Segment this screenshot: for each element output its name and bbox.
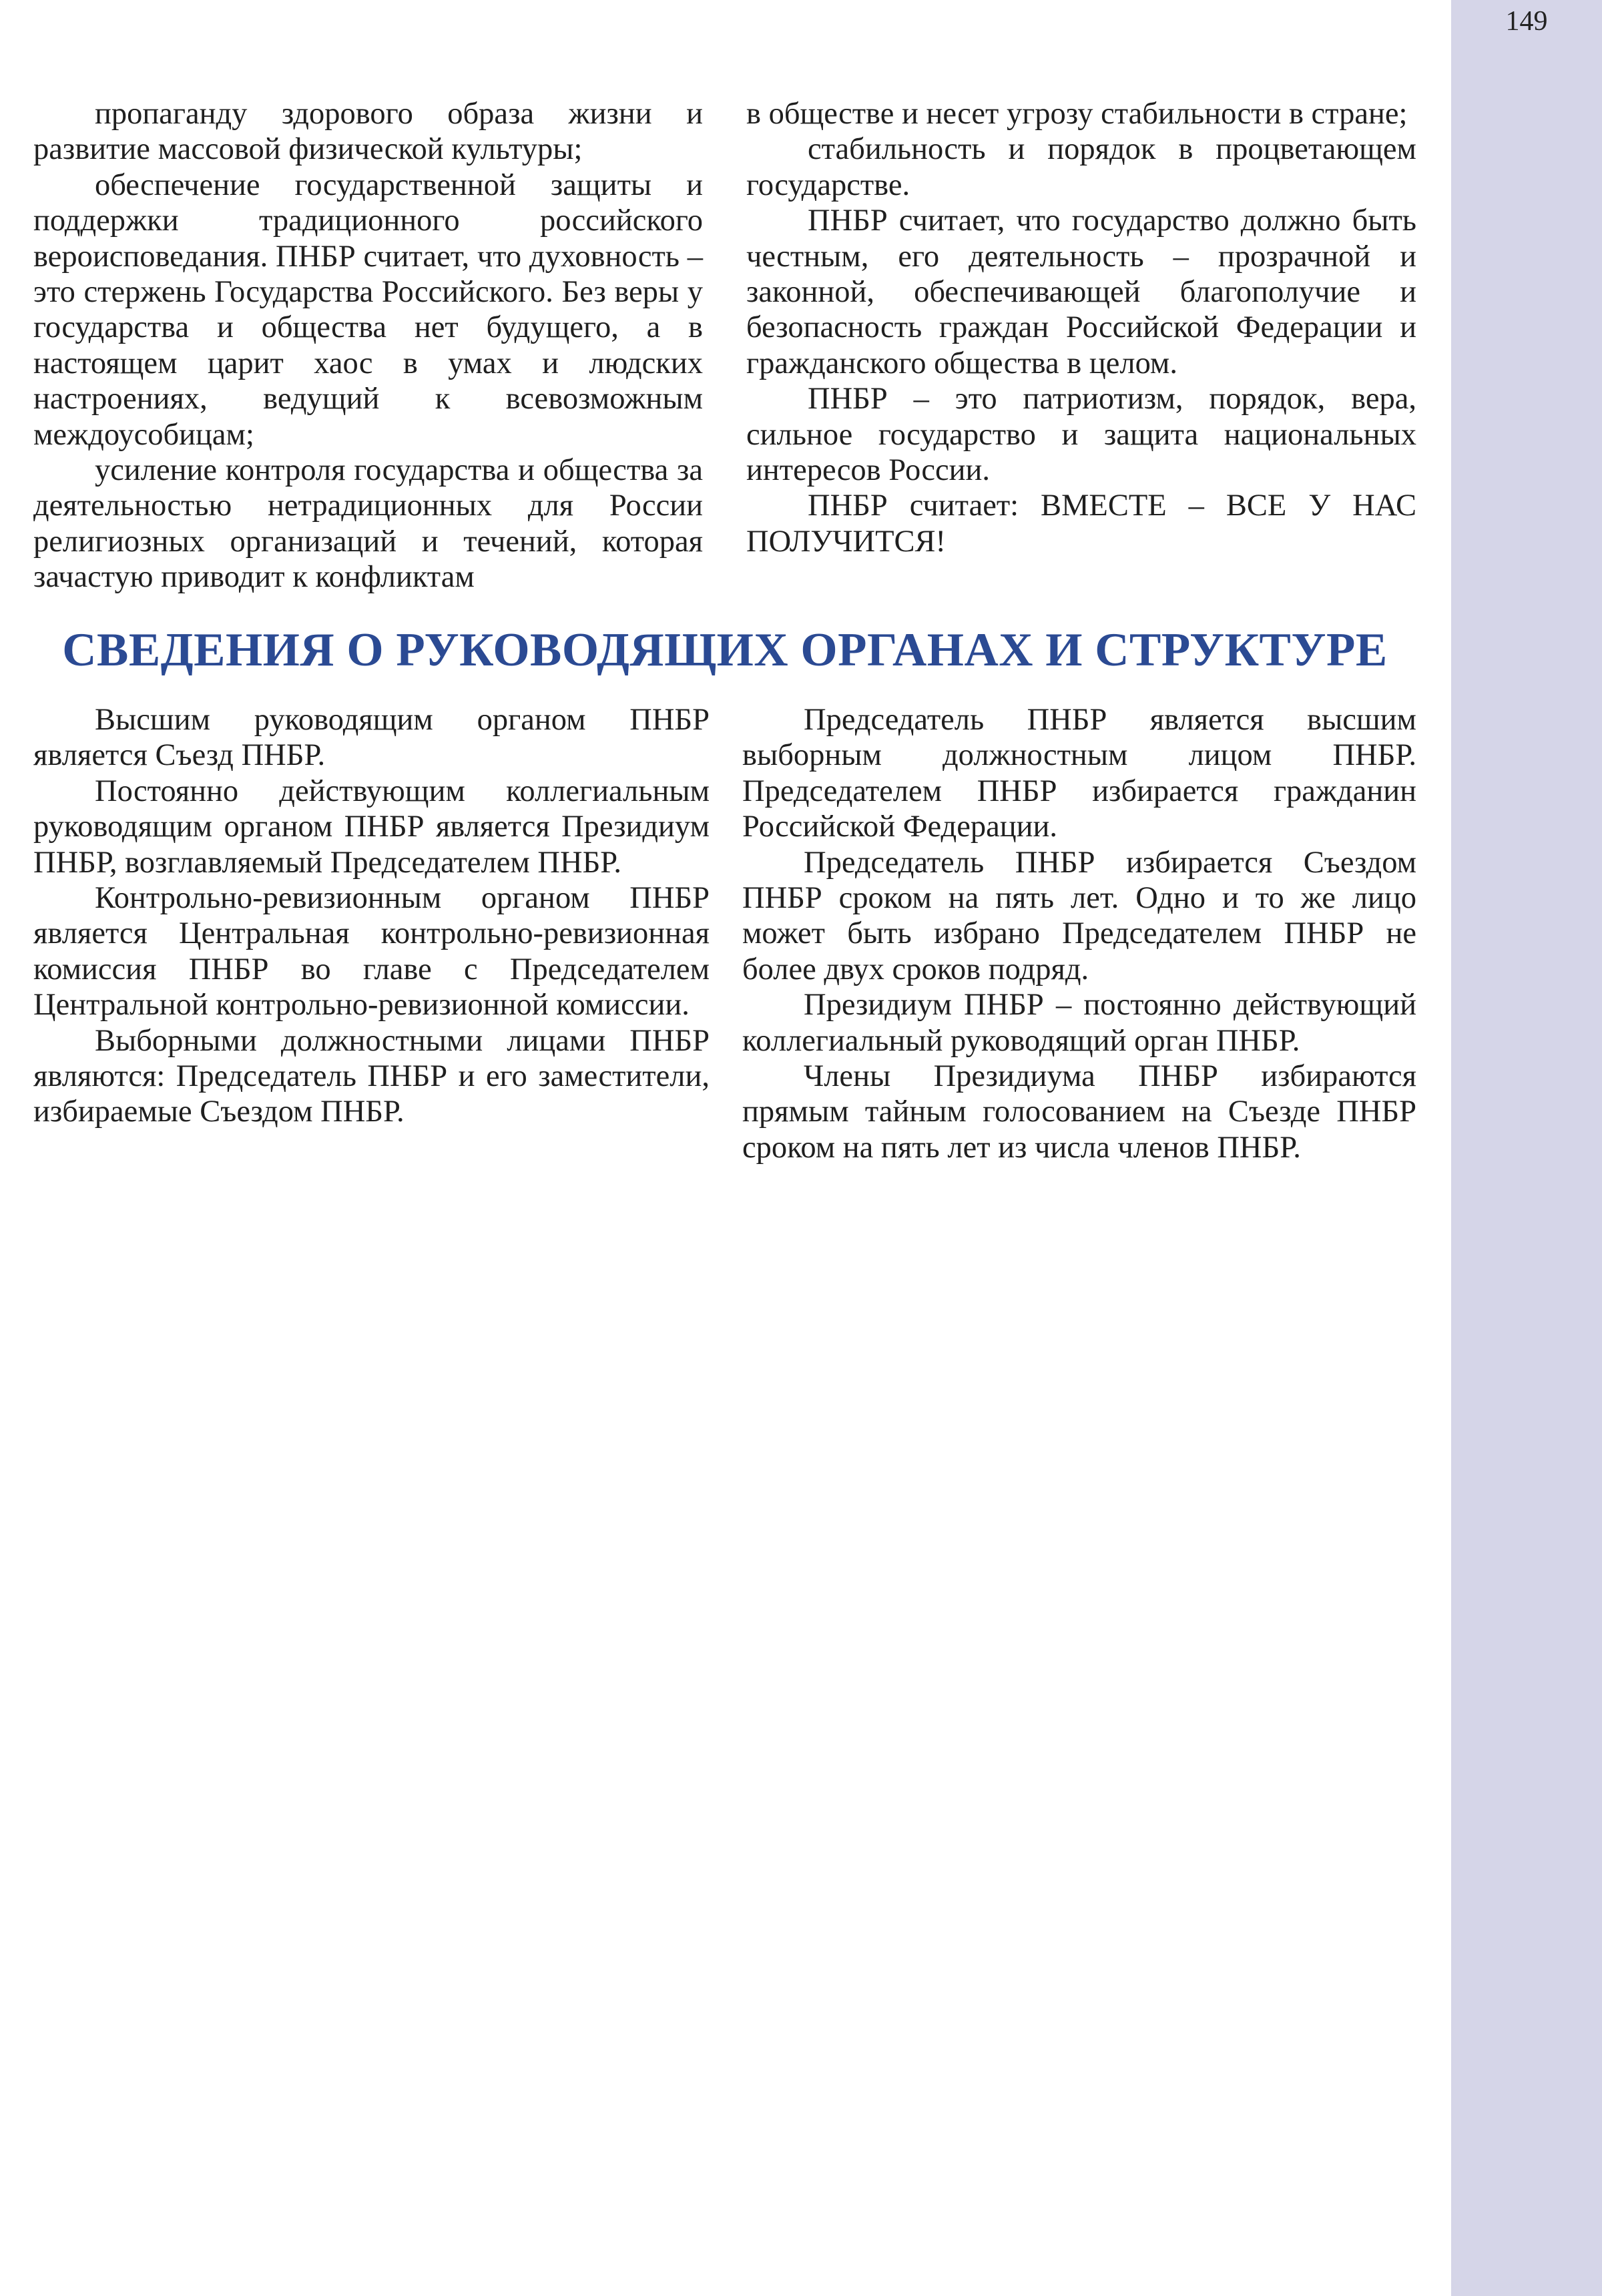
paragraph: Члены Президиума ПНБР избираются прямым тайным голосованием на Съезде ПНБР сроком на пять лет из числа членов ПНБР. (742, 1059, 1416, 1165)
bottom-right-column (742, 702, 1416, 1165)
paragraph: пропаганду здорового образа жизни и развитие массовой физической культуры; (33, 97, 703, 167)
paragraph: стабильность и порядок в процветающем государстве. (746, 132, 1416, 202)
paragraph: ПНБР считает, что государство должно быть честным, его деятельность – прозрачной и законной, обеспечивающей благополучие и безопасность граждан Российской Федерации и гражданского общества в целом. (746, 204, 1416, 380)
paragraph: усиление контроля государства и общества за деятельностью нетрадиционных для России религиозных организаций и течений, которая зачастую приводит к конфликтам (33, 453, 703, 595)
paragraph-continuation: в обществе и несет угрозу стабильности в стране; (746, 97, 1408, 131)
paragraph: Контрольно-ревизионным органом ПНБР является Центральная контрольно-ревизионная комиссия ПНБР во главе с Председателем Центральной контрольно-ревизионной комиссии. (33, 881, 710, 1023)
paragraph: Выборными должностными лицами ПНБР являются: Председатель ПНБР и его заместители, избираемые Съездом ПНБР. (33, 1023, 710, 1129)
paragraph: Высшим руководящим органом ПНБР является Съезд ПНБР. (33, 703, 710, 773)
bottom-left-column (33, 702, 710, 1130)
paragraph: ПНБР считает: ВМЕСТЕ – ВСЕ У НАС ПОЛУЧИТСЯ! (746, 489, 1416, 559)
section-heading: СВЕДЕНИЯ О РУКОВОДЯЩИХ ОРГАНАХ И СТРУКТУРЕ (62, 624, 1388, 676)
paragraph: ПНБР – это патриотизм, порядок, вера, сильное государство и защита национальных интересов России. (746, 382, 1416, 488)
paragraph: Председатель ПНБР является высшим выборным должностным лицом ПНБР. Председателем ПНБР избирается гражданин Российской Федерации. (742, 703, 1416, 844)
top-left-column (33, 96, 703, 595)
paragraph: обеспечение государственной защиты и поддержки традиционного российского вероисповедания. ПНБР считает, что духовность – это стержень Государства Российского. Без веры у государства и общества нет будущего, а в настоящем царит хаос в умах и людских настроениях, ведущий к всевозможным междоусобицам; (33, 168, 703, 452)
top-right-column (746, 96, 1416, 559)
paragraph: Председатель ПНБР избирается Съездом ПНБР сроком на пять лет. Одно и то же лицо может быть избрано Председателем ПНБР не более двух сроков подряд. (742, 845, 1416, 986)
page-number: 149 (1505, 6, 1548, 37)
paragraph: Постоянно действующим коллегиальным руководящим органом ПНБР является Президиум ПНБР, возглавляемый Председателем ПНБР. (33, 774, 710, 880)
paragraph: Президиум ПНБР – постоянно действующий коллегиальный руководящий орган ПНБР. (742, 988, 1416, 1058)
side-margin-band (1451, 0, 1602, 2296)
